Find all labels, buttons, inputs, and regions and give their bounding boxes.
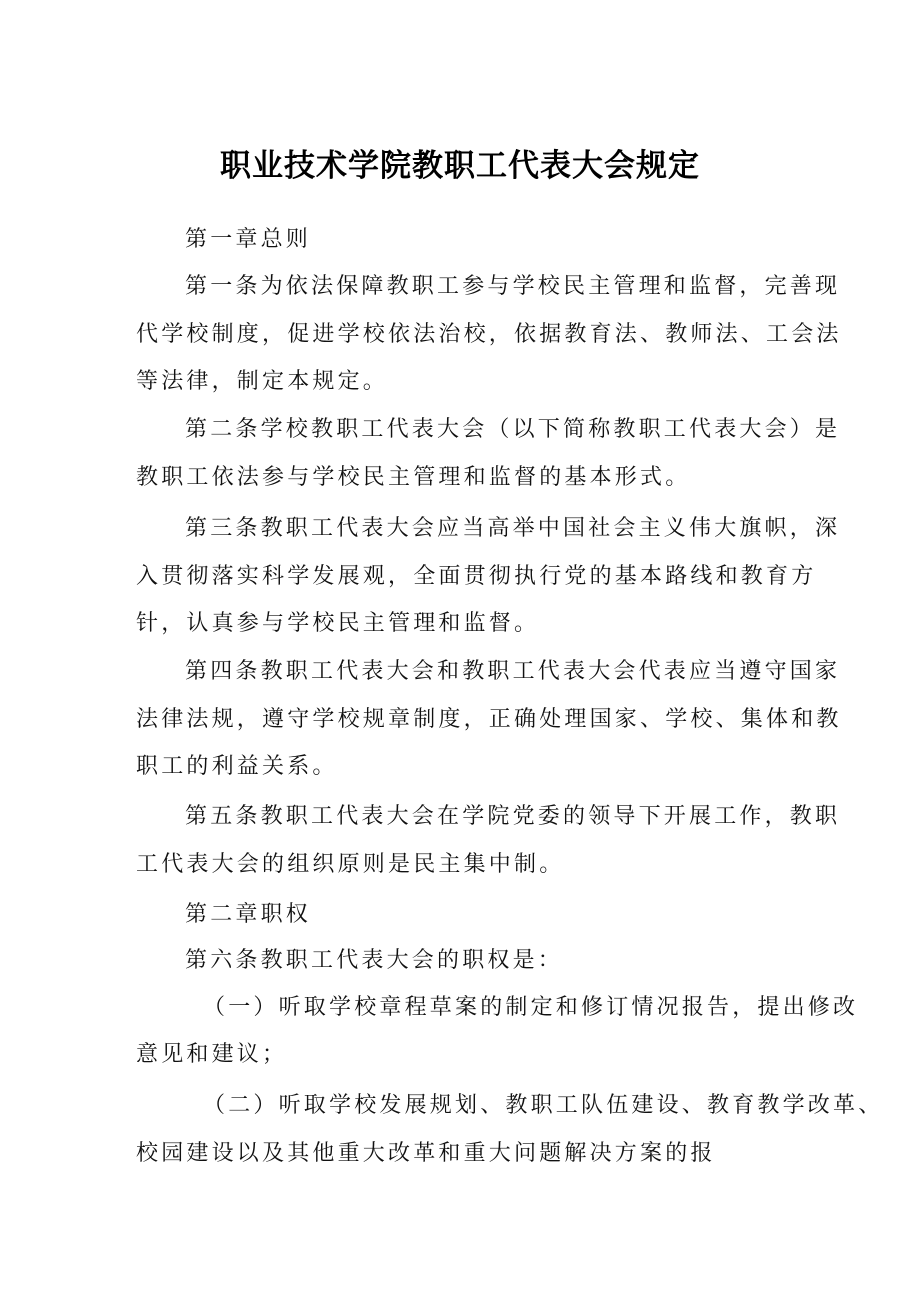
article-4-line-2: 法律法规，遵守学校规章制度，正确处理国家、学校、集体和教 (136, 707, 842, 732)
item-1-line-1: （一）听取学校章程草案的制定和修订情况报告，提出修改 (203, 995, 859, 1020)
article-3-line-3: 针，认真参与学校民主管理和监督。 (136, 611, 540, 636)
item-2-line-2: 校园建设以及其他重大改革和重大问题解决方案的报 (136, 1141, 716, 1166)
article-5-line-1: 第五条教职工代表大会在学院党委的领导下开展工作，教职 (185, 804, 841, 829)
item-1-line-2: 意见和建议； (136, 1042, 288, 1067)
chapter-1-heading: 第一章总则 (185, 227, 312, 252)
document-title: 职业技术学院教职工代表大会规定 (220, 148, 700, 184)
article-2-line-2: 教职工依法参与学校民主管理和监督的基本形式。 (136, 465, 691, 490)
article-3-line-2: 入贯彻落实科学发展观，全面贯彻执行党的基本路线和教育方 (136, 564, 817, 589)
article-6-intro: 第六条教职工代表大会的职权是： (185, 948, 564, 973)
article-3-line-1: 第三条教职工代表大会应当高举中国社会主义伟大旗帜，深 (185, 516, 841, 541)
article-4-line-1: 第四条教职工代表大会和教职工代表大会代表应当遵守国家 (185, 659, 841, 684)
article-1-line-3: 等法律，制定本规定。 (136, 369, 389, 394)
article-5-line-2: 工代表大会的组织原则是民主集中制。 (136, 852, 565, 877)
item-2-line-1: （二）听取学校发展规划、教职工队伍建设、教育教学改革、 (203, 1093, 884, 1118)
article-4-line-3: 职工的利益关系。 (136, 754, 338, 779)
article-1-line-2: 代学校制度，促进学校依法治校，依据教育法、教师法、工会法 (136, 322, 842, 347)
chapter-2-heading: 第二章职权 (185, 902, 312, 927)
article-2-line-1: 第二条学校教职工代表大会（以下简称教职工代表大会）是 (185, 417, 841, 442)
article-1-line-1: 第一条为依法保障教职工参与学校民主管理和监督，完善现 (185, 274, 841, 299)
